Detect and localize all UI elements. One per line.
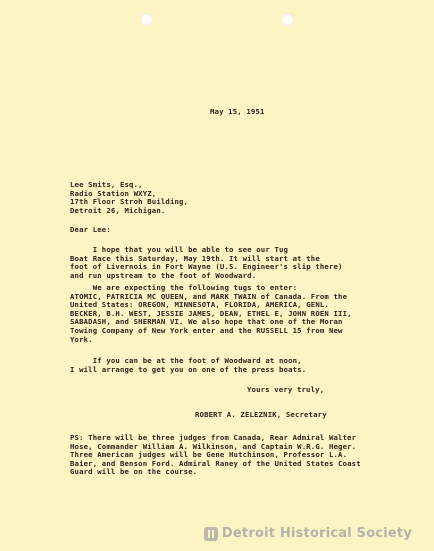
postscript: PS: There will be three judges from Canada, Rear Admiral Walter Hose, Commander William A. Wilkinson, and Captain W.R.G. Heger. Three American judges will be Gene Hutchinson, Professor L.A. Baier, and Benson Ford. Admiral Raney of the United States Coast Guard will be on the course. xyxy=(70,433,361,477)
watermark-text: Detroit Historical Society xyxy=(221,526,412,541)
watermark xyxy=(204,526,412,541)
letter-date: May 15, 1951 xyxy=(210,107,265,116)
salutation: Dear Lee: xyxy=(70,225,111,234)
punch-hole-right xyxy=(281,13,294,26)
body-paragraph-1: I hope that you will be able to see our Tug Boat Race this Saturday, May 19th. It will start at the foot of Livernois in Fort Wayne (U.S. Engineer's slip there) and run upstream to the foot of Woodward. xyxy=(70,245,343,280)
signature: ROBERT A. ZELEZNIK, Secretary xyxy=(195,410,327,419)
historical-society-logo-icon xyxy=(204,527,218,541)
punch-hole-left xyxy=(140,13,153,26)
recipient-address: Lee Smits, Esq., Radio Station WXYZ, 17th Floor Stroh Building, Detroit 26, Michigan. xyxy=(70,180,189,215)
body-paragraph-2: We are expecting the following tugs to enter: ATOMIC, PATRICIA MC QUEEN, and MARK TWAIN of Canada. From the United States: OREGON, MINNESOTA, FLORIDA, AMERICA, GENL. BECKER, B.H. WEST, JESSIE JAMES, DEAN, ETHEL E, JOHN ROEN III, SABADASH, and SHERMAN VI. We also hope that one of the Moran Towing Company of New York enter and the RUSSELL 15 from New York. xyxy=(70,283,352,344)
body-paragraph-3: If you can be at the foot of Woodward at noon, I will arrange to get you on one of the press boats. xyxy=(70,356,307,374)
closing: Yours very truly, xyxy=(247,385,325,394)
